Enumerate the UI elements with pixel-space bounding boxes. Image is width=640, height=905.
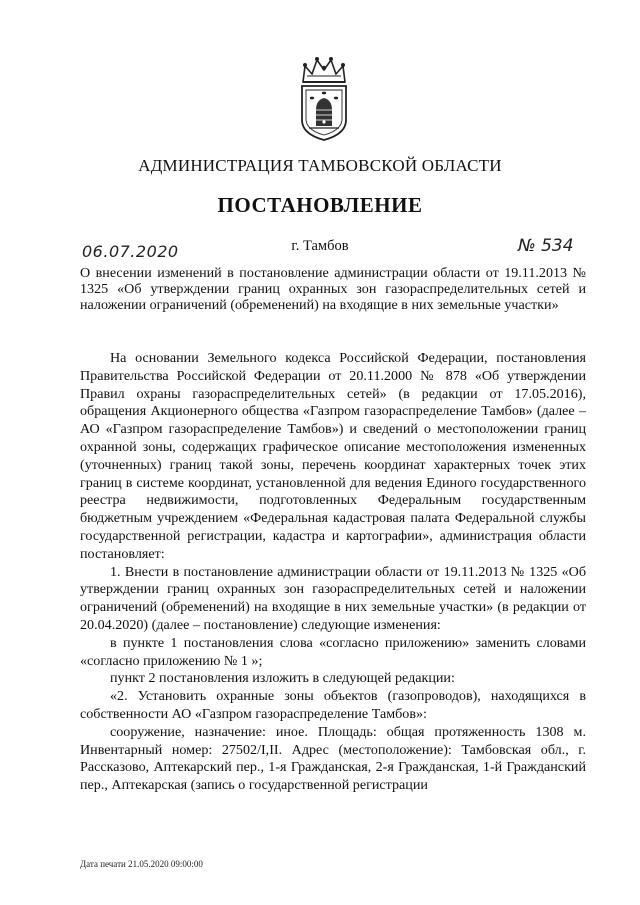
print-date-footer: Дата печати 21.05.2020 09:00:00 [80,859,203,869]
city-label: г. Тамбов [291,238,349,254]
body-paragraph: «2. Установить охранные зоны объектов (газопроводов), находящихся в собственности АО «Газпром газораспределение Тамбов»: [80,688,586,722]
handwritten-document-number: № 534 [518,236,574,256]
tambov-coat-of-arms-emblem [295,52,353,142]
body-paragraph: На основании Земельного кодекса Российской Федерации, постановления Правительства Российской Федерации от 20.11.2000 № 878 «Об утверждении Правил охраны газораспределительных сетей» (в редакции от 17.05.2016), обращения Акционерного общества «Газпром газораспределение Тамбов» (далее – АО «Газпром газораспределение Тамбов») и сведений о местоположении границ охранной зоны, содержащих графическое описание местоположения измененных (уточненных) границ такой зоны, перечень координат характерных точек этих границ в системе координат, установленной для ведения Единого государственного реестра недвижимости, подготовленных Федеральным государственным бюджетным учреждением «Федеральная кадастровая палата Федеральной службы государственной регистрации, кадастра и картографии», администрация области постановляет: [80,350,586,562]
body-paragraph: в пункте 1 постановления слова «согласно приложению» заменить словами «согласно приложению № 1 »; [80,634,586,669]
document-subject: О внесении изменений в постановление администрации области от 19.11.2013 № 1325 «Об утверждении границ охранных зон газораспределительных сетей и наложении ограничений (обременений) на входящие в них земельные участки» [80,265,586,313]
handwritten-date: 06.07.2020 [82,242,179,261]
document-body [80,350,586,795]
body-paragraph: пункт 2 постановления изложить в следующей редакции: [110,670,455,687]
document-type-title: ПОСТАНОВЛЕНИЕ [217,193,423,217]
body-paragraph: сооружение, назначение: иное. Площадь: общая протяженность 1308 м. Инвентарный номер: 27502/I,II. Адрес (местоположение): Тамбовская обл., г. Рассказово, Аптекарский пер., 1-я Гражданская, 2-я Гражданская, 1-й Гражданский пер., Аптекарская (запись о государственной регистрации [80,723,586,794]
body-paragraph: 1. Внести в постановление администрации области от 19.11.2013 № 1325 «Об утверждении границ охранных зон газораспределительных сетей и наложении ограничений (обременений) на входящие в них земельные участки» (в редакции от 20.04.2020) (далее – постановление) следующие изменения: [80,563,586,633]
organization-name: АДМИНИСТРАЦИЯ ТАМБОВСКОЙ ОБЛАСТИ [138,156,502,175]
